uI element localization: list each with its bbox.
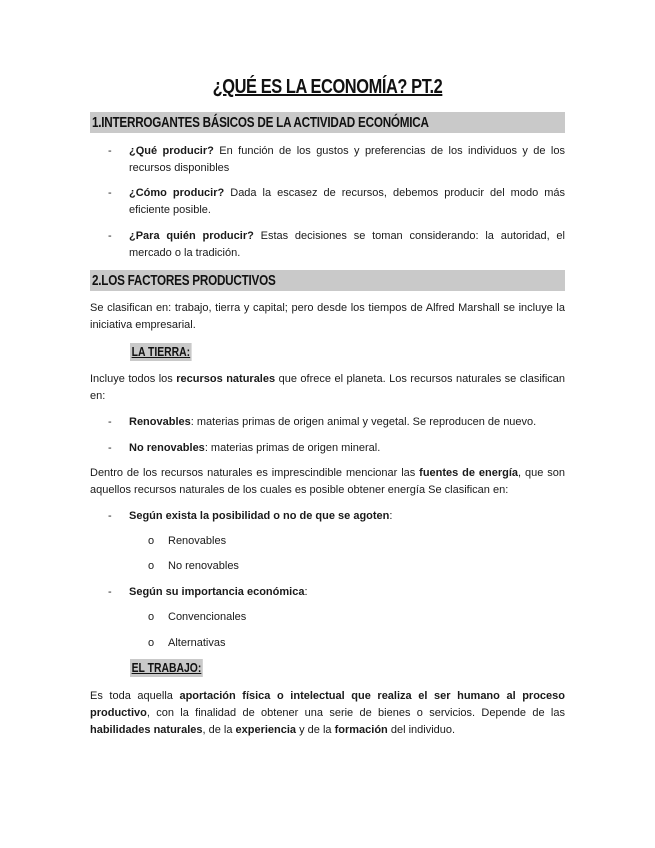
sub-list-item: o Renovables — [148, 533, 226, 550]
list-item: - ¿Para quién producir? Estas decisiones se toman considerando: la autoridad, el mercado o la tradición. — [108, 230, 565, 259]
dash-marker: - — [108, 510, 112, 522]
page-title: ¿QUÉ ES LA ECONOMÍA? PT.2 — [212, 76, 443, 98]
section-heading-2-text: 2.LOS FACTORES PRODUCTIVOS — [92, 272, 276, 289]
list-item: - Según su importancia económica: — [108, 584, 565, 601]
section-heading-1-text: 1.INTERROGANTES BÁSICOS DE LA ACTIVIDAD ECONÓMICA — [92, 114, 429, 131]
circle-marker: o — [148, 560, 155, 572]
circle-marker: o — [148, 535, 155, 547]
list-item: - No renovables: materias primas de origen mineral. — [108, 440, 565, 457]
dash-marker: - — [108, 416, 112, 428]
tierra-intro: Incluye todos los recursos naturales que ofrece el planeta. Los recursos naturales se clasifican en: — [90, 373, 566, 402]
list-item: - ¿Qué producir? En función de los gustos y preferencias de los individuos y de los recursos disponibles — [108, 145, 565, 174]
dash-marker: - — [108, 145, 112, 157]
list-item: - Según exista la posibilidad o no de que se agoten: — [108, 508, 565, 525]
sub-list-item: o No renovables — [148, 558, 239, 575]
trabajo-paragraph: Es toda aquella aportación física o intelectual que realiza el ser humano al proceso productivo, con la finalidad de obtener una serie de bienes o servicios. Depende de las habilidades naturales, de la experiencia y de la formación del individuo. — [90, 690, 565, 736]
circle-marker: o — [148, 611, 155, 623]
list-item: - ¿Cómo producir? Dada la escasez de recursos, debemos producir del modo más eficiente posible. — [108, 187, 565, 216]
sub-list-item: o Convencionales — [148, 609, 246, 626]
sub-list-item: o Alternativas — [148, 635, 225, 652]
section-heading-1 — [90, 112, 565, 133]
dash-marker: - — [108, 442, 112, 454]
energy-paragraph: Dentro de los recursos naturales es imprescindible mencionar las fuentes de energía, que son aquellos recursos naturales de los cuales es posible obtener energía Se clasifican en: — [90, 467, 565, 496]
section2-intro: Se clasifican en: trabajo, tierra y capital; pero desde los tiempos de Alfred Marshall se incluye la iniciativa empresarial. — [90, 302, 565, 331]
dash-marker: - — [108, 230, 112, 242]
circle-marker: o — [148, 637, 155, 649]
section-heading-2 — [90, 270, 565, 291]
list-item: - Renovables: materias primas de origen animal y vegetal. Se reproducen de nuevo. — [108, 414, 565, 431]
dash-marker: - — [108, 187, 112, 199]
subheading-el-trabajo: EL TRABAJO: — [131, 660, 202, 675]
dash-marker: - — [108, 586, 112, 598]
subheading-la-tierra: LA TIERRA: — [131, 344, 191, 359]
